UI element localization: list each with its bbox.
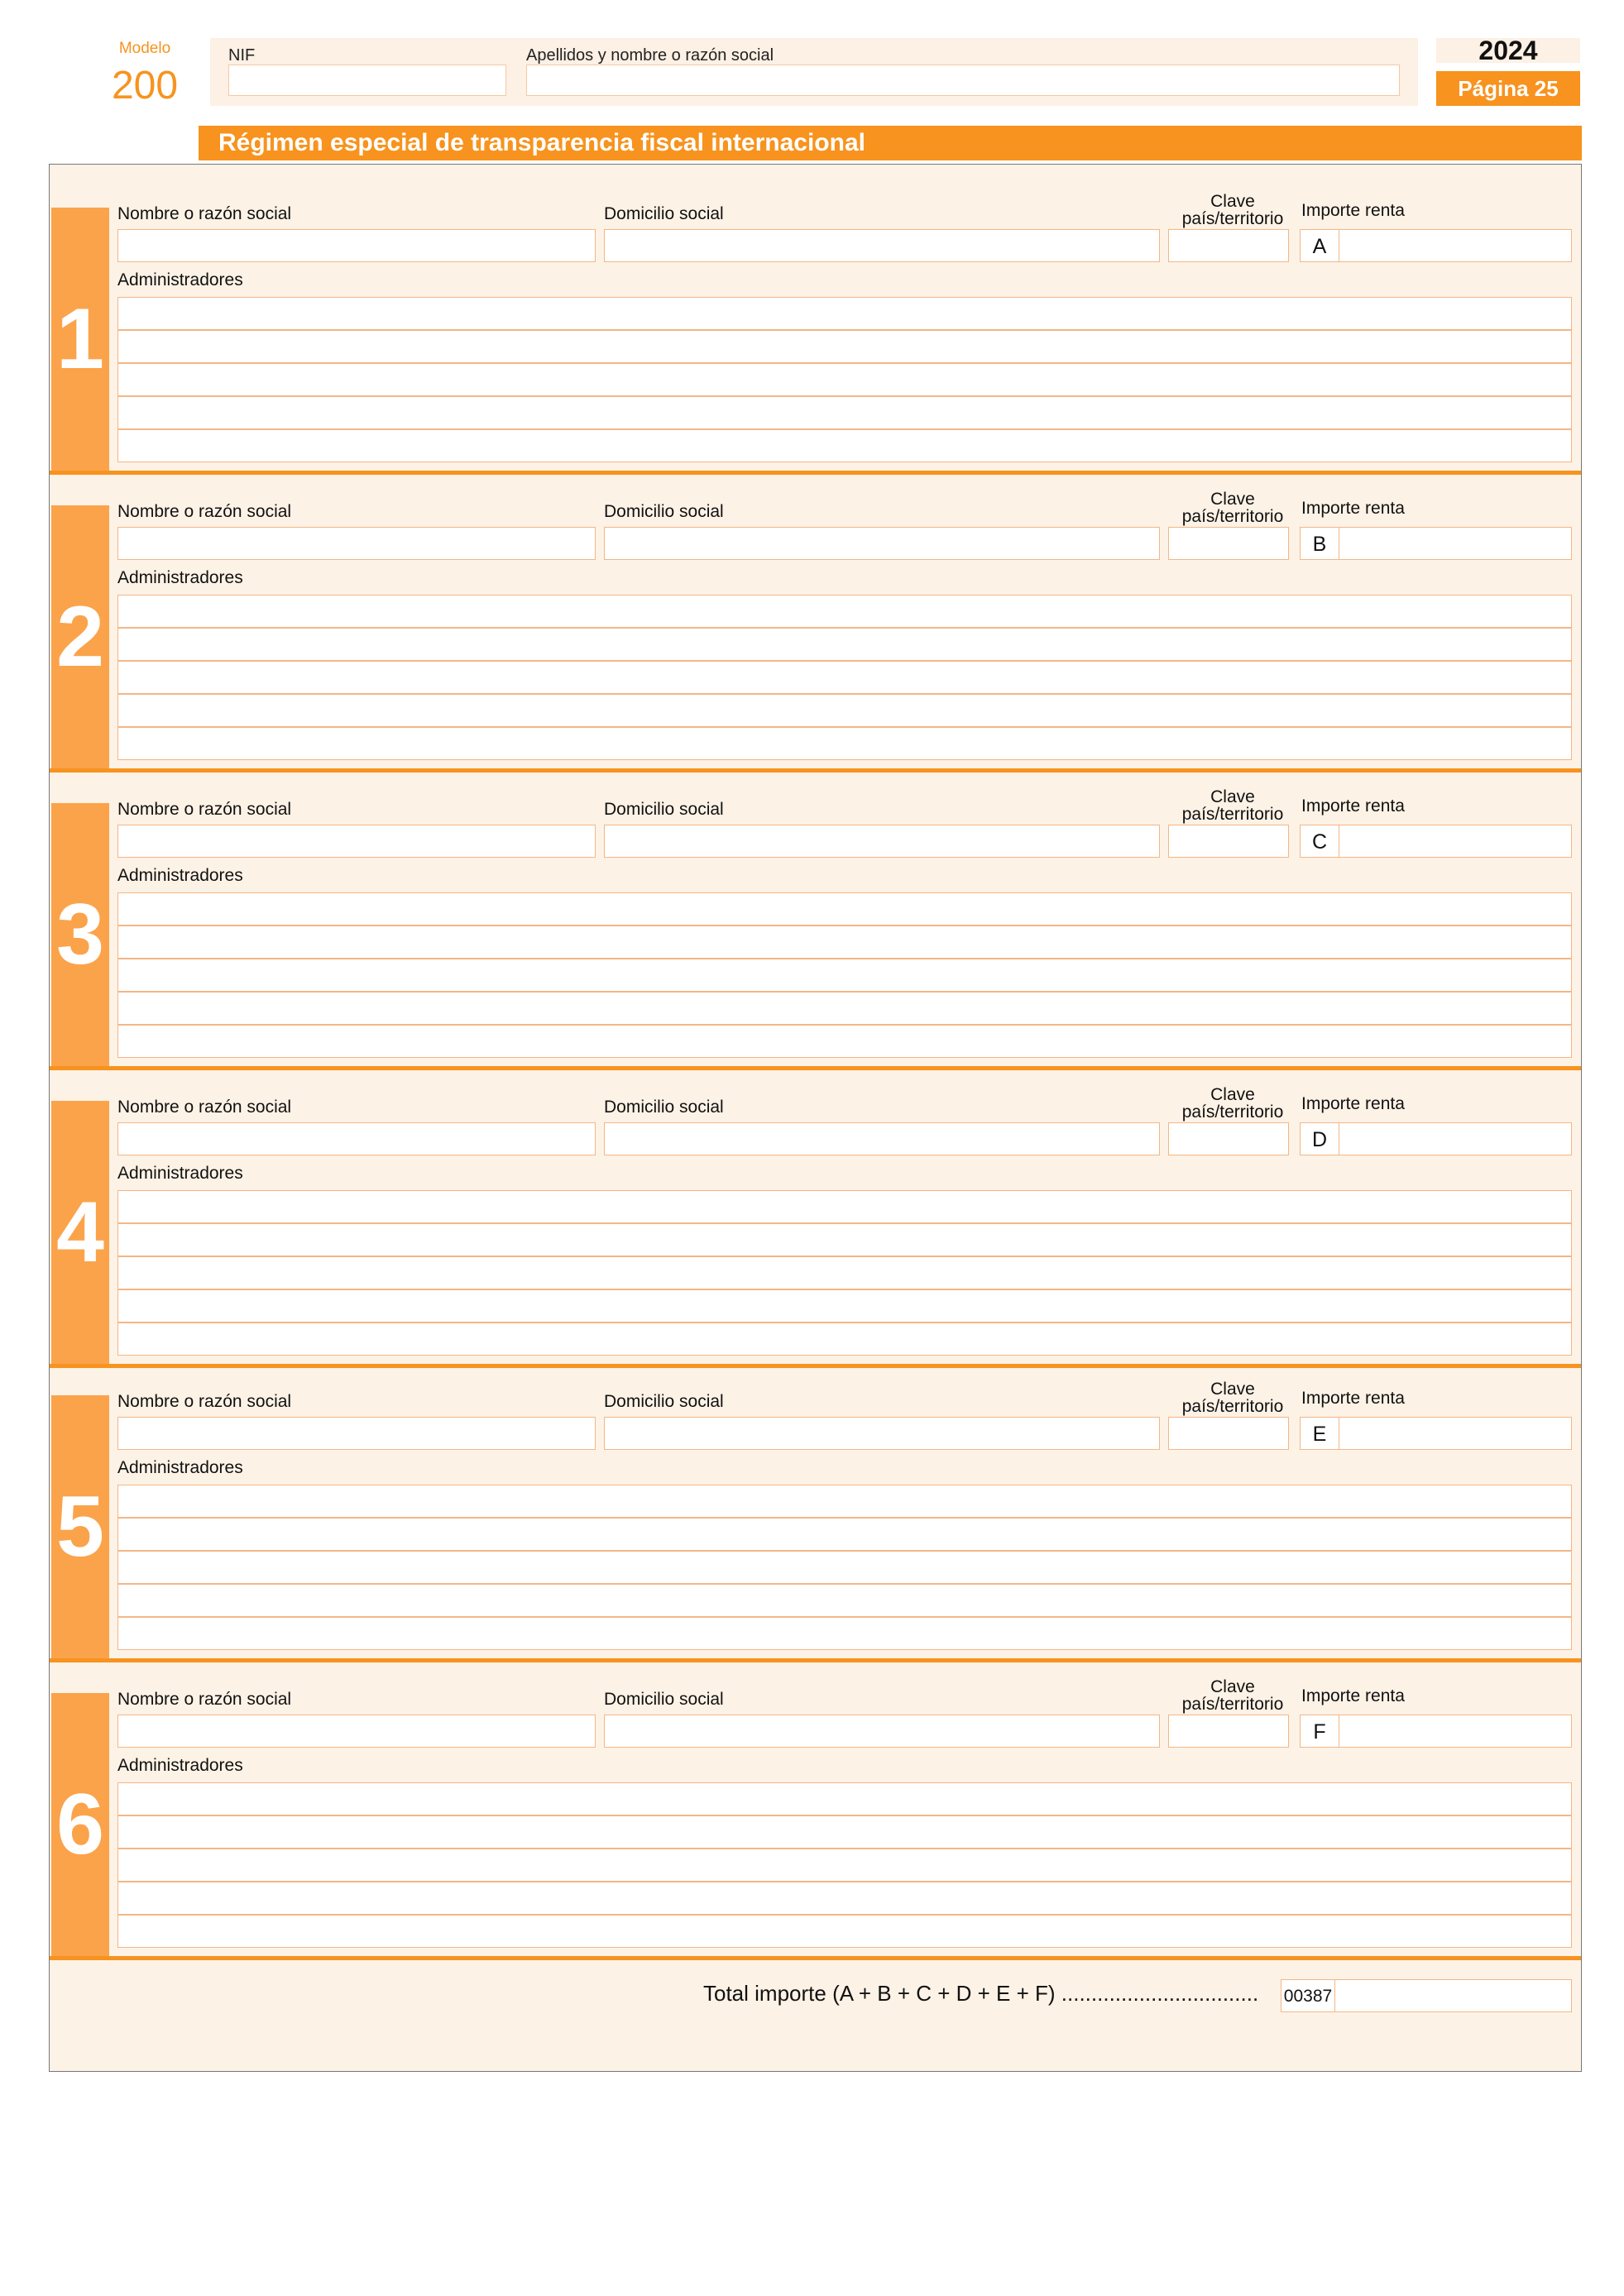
nombre-label: Nombre o razón social — [117, 800, 292, 819]
section-3 — [50, 760, 1581, 1056]
nombre-label: Nombre o razón social — [117, 1690, 292, 1709]
administrador-row[interactable] — [117, 330, 1572, 363]
administradores-label: Administradores — [117, 568, 243, 587]
administrador-row[interactable] — [117, 429, 1572, 462]
administrador-row[interactable] — [117, 1617, 1572, 1650]
nombre-label: Nombre o razón social — [117, 204, 292, 223]
domicilio-field[interactable] — [604, 1417, 1160, 1450]
name-label: Apellidos y nombre o razón social — [526, 46, 774, 65]
clave-label-line1: Clave — [1210, 1085, 1255, 1104]
domicilio-label: Domicilio social — [604, 204, 724, 223]
administrador-row[interactable] — [117, 1256, 1572, 1289]
importe-key: B — [1300, 527, 1339, 560]
administradores-label: Administradores — [117, 1164, 243, 1183]
clave-label-line2: país/territorio — [1181, 209, 1284, 228]
clave-label-line1: Clave — [1210, 787, 1255, 806]
importe-label: Importe renta — [1301, 499, 1405, 518]
section-number: 2 — [51, 505, 109, 768]
importe-key: F — [1300, 1715, 1339, 1748]
domicilio-label: Domicilio social — [604, 502, 724, 521]
name-field[interactable] — [526, 65, 1400, 96]
section-number: 1 — [51, 208, 109, 471]
section-2 — [50, 462, 1581, 758]
domicilio-field[interactable] — [604, 825, 1160, 858]
clave-label-line1: Clave — [1210, 1380, 1255, 1399]
importe-field[interactable] — [1339, 527, 1572, 560]
year-badge: 2024 — [1436, 38, 1580, 63]
importe-label: Importe renta — [1301, 1094, 1405, 1113]
domicilio-label: Domicilio social — [604, 1098, 724, 1117]
section-5 — [50, 1352, 1581, 1648]
administrador-row[interactable] — [117, 1223, 1572, 1256]
clave-field[interactable] — [1168, 527, 1289, 560]
administrador-row[interactable] — [117, 1025, 1572, 1058]
modelo-number: 200 — [111, 64, 179, 108]
clave-field[interactable] — [1168, 1417, 1289, 1450]
section-number: 3 — [51, 803, 109, 1066]
total-label: Total importe (A + B + C + D + E + F) ................................. — [703, 1981, 1259, 2006]
taxpayer-header — [210, 38, 1418, 106]
importe-field[interactable] — [1339, 1715, 1572, 1748]
section-number: 5 — [51, 1395, 109, 1658]
domicilio-field[interactable] — [604, 229, 1160, 262]
importe-key: A — [1300, 229, 1339, 262]
importe-key: D — [1300, 1122, 1339, 1155]
administrador-row[interactable] — [117, 1289, 1572, 1323]
administradores-label: Administradores — [117, 1458, 243, 1477]
importe-label: Importe renta — [1301, 796, 1405, 816]
clave-field[interactable] — [1168, 229, 1289, 262]
section-divider — [50, 1956, 1581, 1960]
nombre-field[interactable] — [117, 1715, 596, 1748]
importe-label: Importe renta — [1301, 1389, 1405, 1408]
importe-label: Importe renta — [1301, 1686, 1405, 1705]
nombre-field[interactable] — [117, 229, 596, 262]
nombre-label: Nombre o razón social — [117, 502, 292, 521]
importe-key: C — [1300, 825, 1339, 858]
section-1 — [50, 165, 1581, 461]
domicilio-field[interactable] — [604, 1715, 1160, 1748]
clave-field[interactable] — [1168, 1715, 1289, 1748]
administrador-row[interactable] — [117, 1782, 1572, 1815]
administrador-row[interactable] — [117, 1518, 1572, 1551]
administrador-row[interactable] — [117, 628, 1572, 661]
domicilio-label: Domicilio social — [604, 1690, 724, 1709]
administradores-label: Administradores — [117, 866, 243, 885]
nombre-label: Nombre o razón social — [117, 1098, 292, 1117]
nif-field[interactable] — [228, 65, 506, 96]
clave-label-line2: país/territorio — [1181, 1103, 1284, 1122]
clave-label-line2: país/territorio — [1181, 805, 1284, 824]
clave-label-line2: país/territorio — [1181, 507, 1284, 526]
nombre-field[interactable] — [117, 1122, 596, 1155]
importe-field[interactable] — [1339, 825, 1572, 858]
clave-label-line1: Clave — [1210, 192, 1255, 211]
administrador-row[interactable] — [117, 926, 1572, 959]
clave-field[interactable] — [1168, 825, 1289, 858]
administrador-row[interactable] — [117, 892, 1572, 926]
clave-label-line1: Clave — [1210, 1677, 1255, 1696]
administrador-row[interactable] — [117, 1915, 1572, 1948]
administradores-label: Administradores — [117, 270, 243, 289]
clave-field[interactable] — [1168, 1122, 1289, 1155]
administrador-row[interactable] — [117, 595, 1572, 628]
administrador-row[interactable] — [117, 694, 1572, 727]
nif-label: NIF — [228, 46, 256, 65]
importe-field[interactable] — [1339, 1122, 1572, 1155]
section-number: 4 — [51, 1101, 109, 1364]
administrador-row[interactable] — [117, 1849, 1572, 1882]
domicilio-label: Domicilio social — [604, 800, 724, 819]
administrador-row[interactable] — [117, 1485, 1572, 1518]
administrador-row[interactable] — [117, 1190, 1572, 1223]
importe-key: E — [1300, 1417, 1339, 1450]
administrador-row[interactable] — [117, 727, 1572, 760]
domicilio-label: Domicilio social — [604, 1392, 724, 1411]
administrador-row[interactable] — [117, 1815, 1572, 1849]
total-field[interactable] — [1334, 1979, 1572, 2012]
administrador-row[interactable] — [117, 992, 1572, 1025]
page-number: Página 25 — [1436, 71, 1580, 106]
clave-label-line2: país/territorio — [1181, 1397, 1284, 1416]
administrador-row[interactable] — [117, 959, 1572, 992]
section-6 — [50, 1650, 1581, 1946]
form-frame — [49, 164, 1582, 2072]
nombre-field[interactable] — [117, 527, 596, 560]
administradores-label: Administradores — [117, 1756, 243, 1775]
administrador-row[interactable] — [117, 297, 1572, 330]
importe-field[interactable] — [1339, 229, 1572, 262]
page-title: Régimen especial de transparencia fiscal internacional — [199, 126, 1582, 160]
administrador-row[interactable] — [117, 363, 1572, 396]
administrador-row[interactable] — [117, 396, 1572, 429]
administrador-row[interactable] — [117, 1551, 1572, 1584]
administrador-row[interactable] — [117, 1584, 1572, 1617]
administrador-row[interactable] — [117, 1323, 1572, 1356]
importe-field[interactable] — [1339, 1417, 1572, 1450]
section-number: 6 — [51, 1693, 109, 1956]
total-code: 00387 — [1281, 1979, 1335, 2012]
clave-label-line1: Clave — [1210, 490, 1255, 509]
section-4 — [50, 1058, 1581, 1354]
nombre-label: Nombre o razón social — [117, 1392, 292, 1411]
importe-label: Importe renta — [1301, 201, 1405, 220]
administrador-row[interactable] — [117, 1882, 1572, 1915]
clave-label-line2: país/territorio — [1181, 1695, 1284, 1714]
nombre-field[interactable] — [117, 825, 596, 858]
domicilio-field[interactable] — [604, 527, 1160, 560]
administrador-row[interactable] — [117, 661, 1572, 694]
modelo-label: Modelo — [118, 40, 171, 57]
nombre-field[interactable] — [117, 1417, 596, 1450]
domicilio-field[interactable] — [604, 1122, 1160, 1155]
